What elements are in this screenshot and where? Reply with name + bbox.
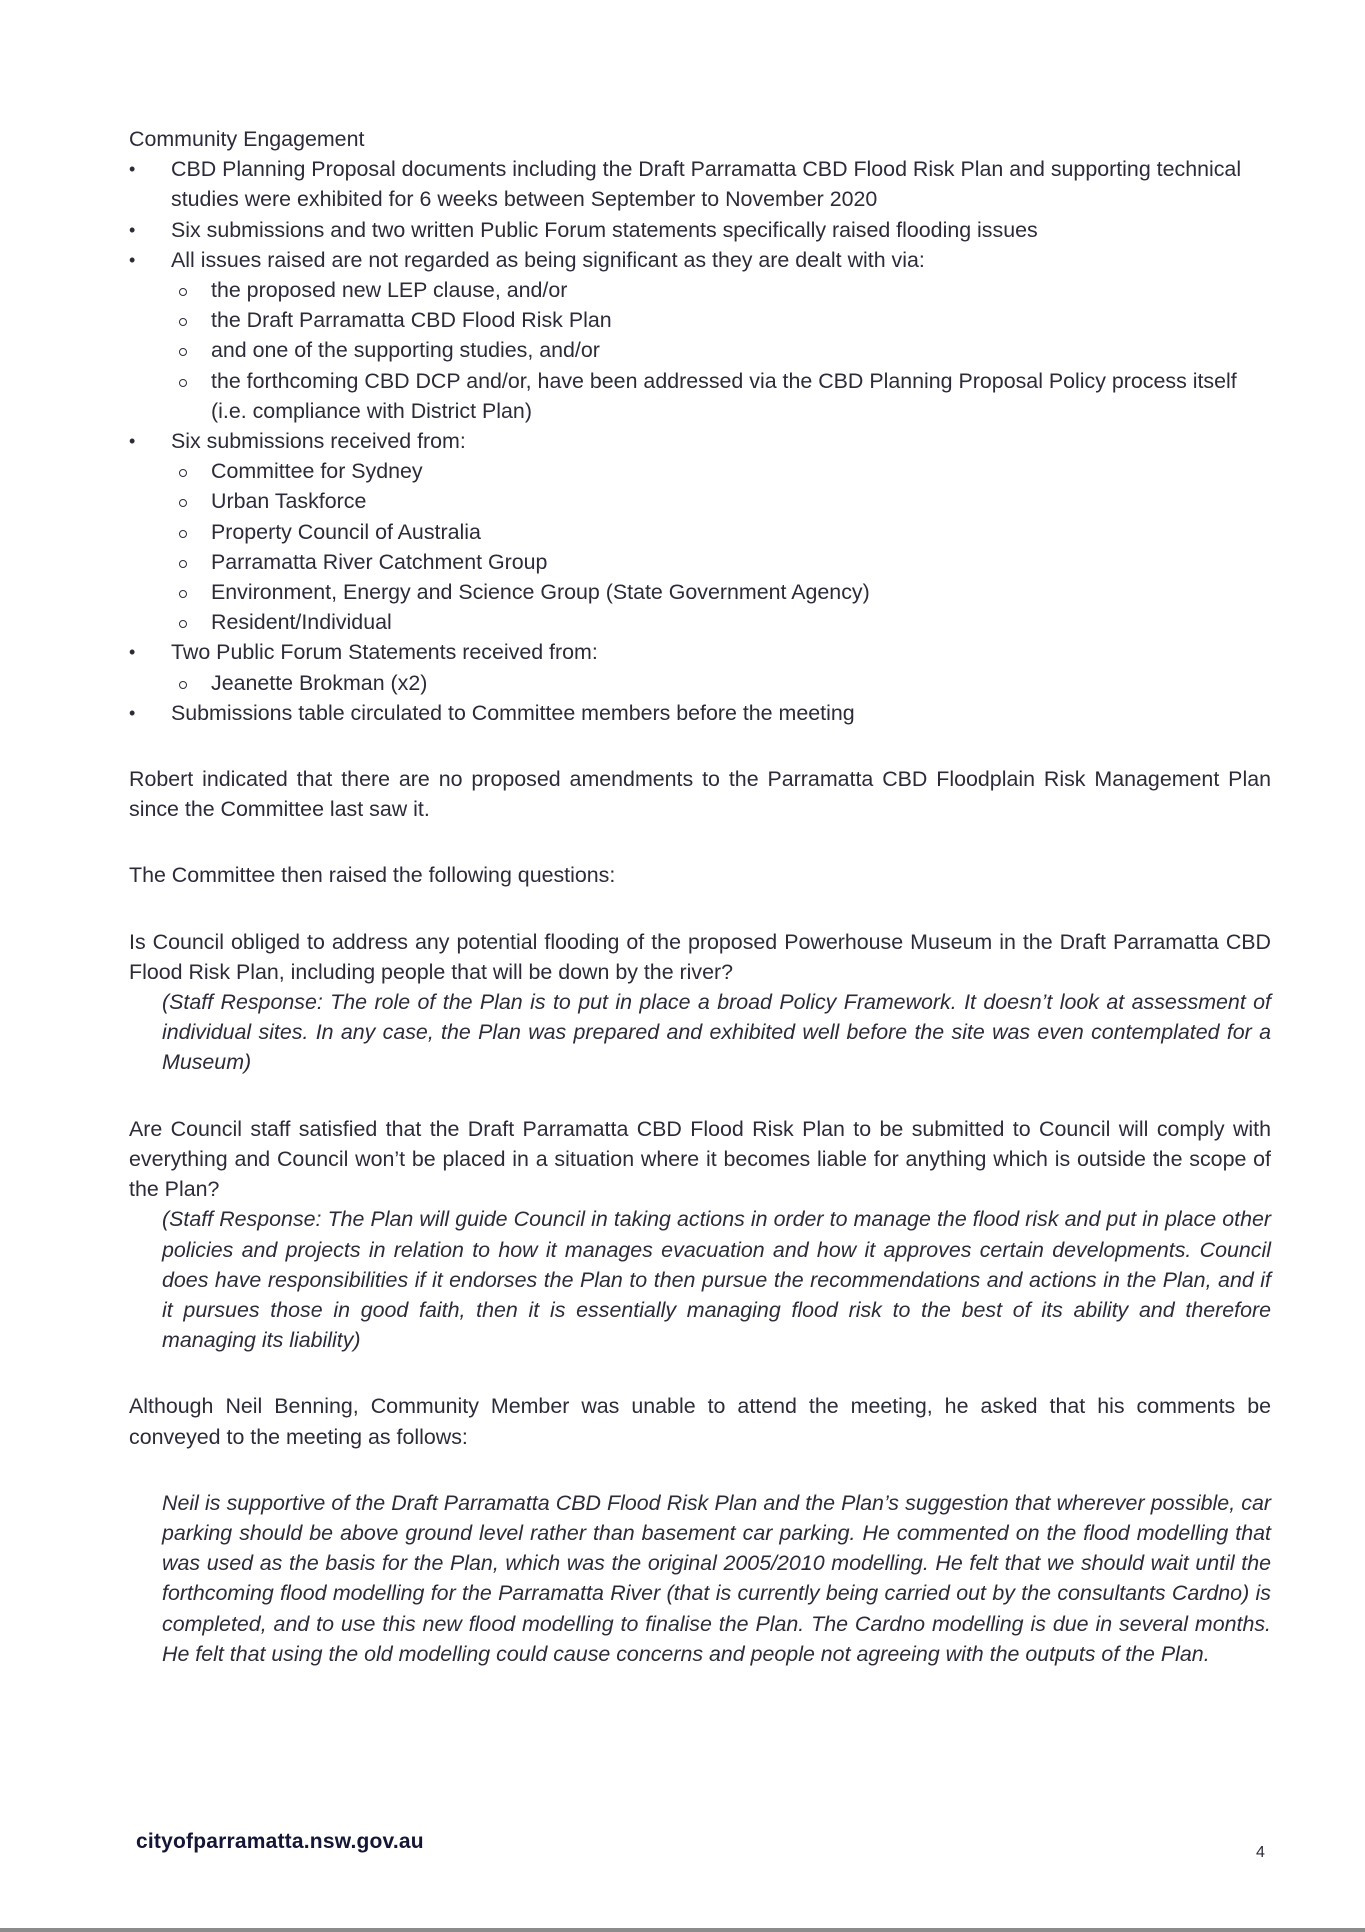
committee-intro: The Committee then raised the following questions: bbox=[129, 863, 616, 888]
bullet-text: Two Public Forum Statements received from: bbox=[171, 640, 598, 665]
sub-list-item: the proposed new LEP clause, and/or bbox=[171, 275, 1271, 305]
footer-website: cityofparramatta.nsw.gov.au bbox=[136, 1830, 424, 1853]
page-content bbox=[129, 124, 1271, 1669]
sub-list bbox=[171, 275, 1271, 426]
neil-comment: Neil is supportive of the Draft Parramatta CBD Flood Risk Plan and the Plan’s suggestion that wherever possible, car parking should be above ground level rather than basement car parking. He commented on the flood modelling that was used as the basis for the Plan, which was the original 2005/2010 modelling. He felt that we should wait until the forthcoming flood modelling for the Parramatta River (that is currently being carried out by the consultants Cardno) is completed, and to use this new flood modelling to finalise the Plan. The Cardno modelling is due in several months. He felt that using the old modelling could cause concerns and people not agreeing with the outputs of the Plan. bbox=[162, 1490, 1271, 1666]
bullet-text: Submissions table circulated to Committee members before the meeting bbox=[171, 700, 855, 725]
bullet-text: Six submissions received from: bbox=[171, 429, 466, 454]
community-engagement-heading: Community Engagement bbox=[129, 127, 365, 151]
bullet-text: All issues raised are not regarded as being significant as they are dealt with via: bbox=[171, 247, 925, 272]
bullet-item bbox=[129, 426, 1271, 637]
community-engagement-list bbox=[129, 154, 1271, 728]
sub-list-item: Property Council of Australia bbox=[171, 517, 1271, 547]
bottom-divider bbox=[0, 1928, 1365, 1932]
sub-list-item: Resident/Individual bbox=[171, 607, 1271, 637]
sub-list-item: Committee for Sydney bbox=[171, 456, 1271, 486]
bullet-item bbox=[129, 245, 1271, 426]
robert-paragraph: Robert indicated that there are no proposed amendments to the Parramatta CBD Floodplain Risk Management Plan since the Committee last saw it. bbox=[129, 767, 1271, 822]
sub-list-item: the forthcoming CBD DCP and/or, have been addressed via the CBD Planning Proposal Policy process itself (i.e. compliance with District Plan) bbox=[171, 366, 1271, 426]
sub-list-item: the Draft Parramatta CBD Flood Risk Plan bbox=[171, 305, 1271, 335]
bullet-item bbox=[129, 154, 1271, 214]
staff-response-2: (Staff Response: The Plan will guide Council in taking actions in order to manage the flood risk and put in place other policies and projects in relation to how it manages evacuation and how it approves certain developments. Council does have responsibilities if it endorses the Plan to then pursue the recommendations and actions in the Plan, and if it pursues those in good faith, then it is essentially managing flood risk to the best of its ability and therefore managing its liability) bbox=[162, 1207, 1271, 1353]
bullet-item bbox=[129, 637, 1271, 697]
sub-list-item: and one of the supporting studies, and/or bbox=[171, 335, 1271, 365]
page-number: 4 bbox=[1256, 1844, 1265, 1861]
bullet-item bbox=[129, 215, 1271, 245]
bullet-text: CBD Planning Proposal documents including the Draft Parramatta CBD Flood Risk Plan and supporting technical studies were exhibited for 6 weeks between September to November 2020 bbox=[171, 157, 1242, 212]
staff-response-1: (Staff Response: The role of the Plan is to put in place a broad Policy Framework. It doesn’t look at assessment of individual sites. In any case, the Plan was prepared and exhibited well before the site was even contemplated for a Museum) bbox=[162, 990, 1271, 1075]
sub-list bbox=[171, 668, 1271, 698]
sub-list-item: Jeanette Brokman (x2) bbox=[171, 668, 1271, 698]
bullet-text: Six submissions and two written Public Forum statements specifically raised flooding issues bbox=[171, 217, 1038, 242]
sub-list-item: Parramatta River Catchment Group bbox=[171, 547, 1271, 577]
sub-list bbox=[171, 456, 1271, 637]
bullet-item bbox=[129, 698, 1271, 728]
sub-list-item: Environment, Energy and Science Group (State Government Agency) bbox=[171, 577, 1271, 607]
question-1: Is Council obliged to address any potential flooding of the proposed Powerhouse Museum in the Draft Parramatta CBD Flood Risk Plan, including people that will be down by the river? bbox=[129, 929, 1271, 984]
neil-intro: Although Neil Benning, Community Member was unable to attend the meeting, he asked that his comments be conveyed to the meeting as follows: bbox=[129, 1394, 1271, 1449]
sub-list-item: Urban Taskforce bbox=[171, 486, 1271, 516]
question-2: Are Council staff satisfied that the Draft Parramatta CBD Flood Risk Plan to be submitted to Council will comply with everything and Council won’t be placed in a situation where it becomes liable for anything which is outside the scope of the Plan? bbox=[129, 1116, 1271, 1202]
